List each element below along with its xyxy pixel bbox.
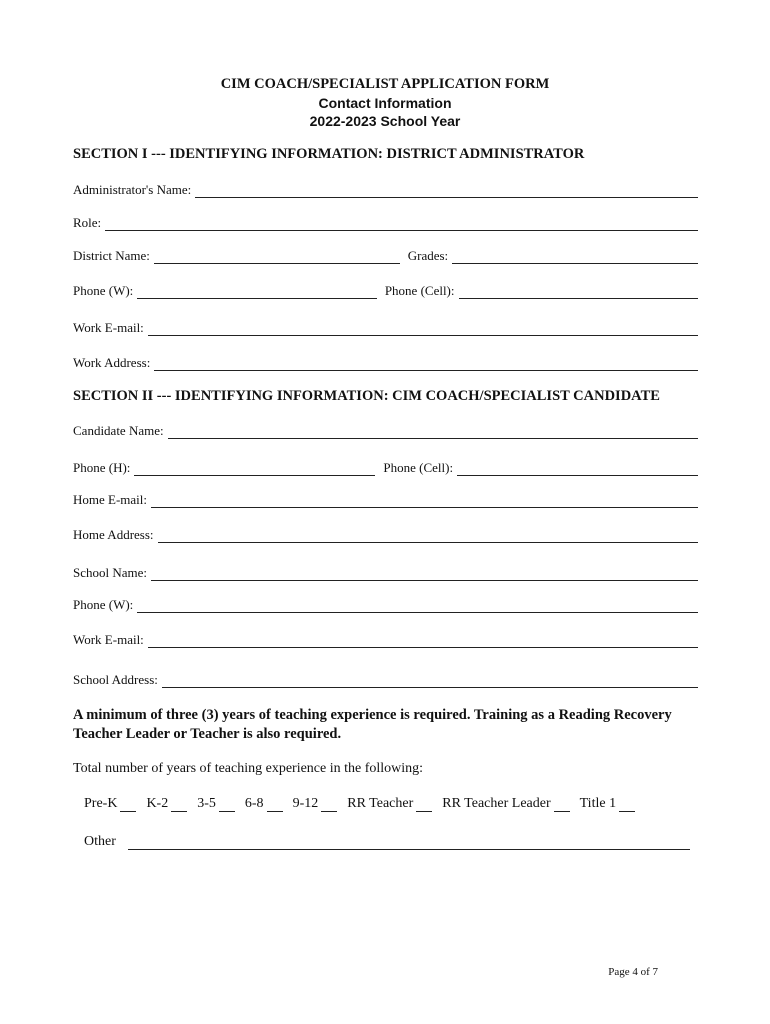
experience-years-field[interactable] — [171, 799, 187, 812]
experience-item — [245, 796, 283, 812]
candidate-phone-h-label: Phone (H): — [73, 460, 131, 475]
admin-phone-w-label: Phone (W): — [73, 283, 134, 298]
district-grades-row — [73, 246, 698, 264]
form-subtitle: Contact Information — [318, 95, 452, 111]
admin-work-email-field[interactable] — [148, 322, 698, 336]
district-name-field[interactable] — [154, 250, 400, 264]
admin-phone-w-field[interactable] — [137, 285, 377, 299]
experience-years-field[interactable] — [219, 799, 235, 812]
experience-item-label: RR Teacher Leader — [442, 796, 551, 811]
candidate-phone-w-label: Phone (W): — [73, 597, 134, 612]
experience-item-label: 3-5 — [197, 796, 216, 811]
experience-item-label: 6-8 — [244, 796, 264, 811]
candidate-phone-cell-field[interactable] — [457, 462, 698, 476]
candidate-phone-w-row — [73, 595, 698, 613]
experience-years-field[interactable] — [416, 799, 432, 812]
candidate-phone-row — [73, 458, 698, 476]
home-address-row — [73, 525, 698, 543]
role-row — [73, 213, 698, 231]
school-name-field[interactable] — [151, 567, 698, 581]
district-name-label: District Name: — [73, 248, 150, 263]
admin-work-address-row — [73, 353, 698, 371]
experience-years-field[interactable] — [619, 799, 635, 812]
experience-item — [146, 796, 187, 812]
experience-item — [197, 796, 235, 812]
admin-work-address-label: Work Address: — [73, 355, 151, 370]
form-title: CIM COACH/SPECIALIST APPLICATION FORM — [220, 76, 550, 92]
experience-item — [347, 796, 432, 812]
experience-item-label: Title 1 — [579, 796, 617, 811]
experience-prompt: Total number of years of teaching experience in the following: — [73, 761, 424, 776]
candidate-work-email-label: Work E-mail: — [73, 632, 144, 647]
candidate-name-label: Candidate Name: — [73, 423, 164, 438]
home-email-field[interactable] — [151, 494, 698, 508]
home-address-field[interactable] — [158, 529, 698, 543]
school-year: 2022-2023 School Year — [309, 113, 461, 129]
requirements-note: A minimum of three (3) years of teaching experience is required. Training as a Reading Recovery Teacher Leader or Teacher is also required. — [73, 707, 672, 742]
candidate-name-row — [73, 421, 698, 439]
role-label: Role: — [73, 215, 102, 230]
admin-phone-cell-label: Phone (Cell): — [384, 283, 455, 298]
school-address-field[interactable] — [162, 674, 698, 688]
experience-item-label: RR Teacher — [347, 796, 414, 811]
school-address-label: School Address: — [73, 672, 158, 687]
experience-items-row — [84, 796, 690, 812]
experience-item-label: K-2 — [146, 796, 169, 811]
experience-item — [84, 796, 136, 812]
experience-item — [442, 796, 569, 812]
home-email-row — [73, 490, 698, 508]
role-field[interactable] — [105, 217, 698, 231]
page-number: Page 4 of 7 — [608, 966, 658, 978]
candidate-work-email-field[interactable] — [148, 634, 698, 648]
experience-item — [580, 796, 635, 812]
section-1-heading: SECTION I --- IDENTIFYING INFORMATION: DISTRICT ADMINISTRATOR — [73, 146, 585, 162]
experience-years-field[interactable] — [267, 799, 283, 812]
experience-years-field[interactable] — [120, 799, 136, 812]
candidate-name-field[interactable] — [168, 425, 698, 439]
home-email-label: Home E-mail: — [73, 492, 148, 507]
school-name-row — [73, 563, 698, 581]
experience-years-field[interactable] — [554, 799, 570, 812]
experience-item — [293, 796, 338, 812]
candidate-phone-cell-label: Phone (Cell): — [383, 460, 454, 475]
grades-label: Grades: — [407, 248, 449, 263]
candidate-phone-w-field[interactable] — [137, 599, 698, 613]
admin-work-email-label: Work E-mail: — [73, 320, 144, 335]
administrator-name-label: Administrator's Name: — [73, 182, 192, 197]
experience-item-label: 9-12 — [292, 796, 319, 811]
school-name-label: School Name: — [73, 565, 148, 580]
other-field[interactable] — [128, 836, 690, 850]
admin-work-address-field[interactable] — [154, 357, 698, 371]
admin-phone-cell-field[interactable] — [459, 285, 699, 299]
grades-field[interactable] — [452, 250, 698, 264]
admin-work-email-row — [73, 318, 698, 336]
experience-item-label: Pre-K — [84, 796, 118, 811]
admin-phone-row — [73, 281, 698, 299]
school-address-row — [73, 670, 698, 688]
administrator-name-field[interactable] — [195, 184, 698, 198]
candidate-phone-h-field[interactable] — [134, 462, 375, 476]
other-label: Other — [84, 834, 116, 849]
experience-years-field[interactable] — [321, 799, 337, 812]
candidate-work-email-row — [73, 630, 698, 648]
home-address-label: Home Address: — [73, 527, 154, 542]
other-row — [84, 832, 690, 850]
section-2-heading: SECTION II --- IDENTIFYING INFORMATION: CIM COACH/SPECIALIST CANDIDATE — [73, 388, 660, 404]
administrator-name-row — [73, 180, 698, 198]
